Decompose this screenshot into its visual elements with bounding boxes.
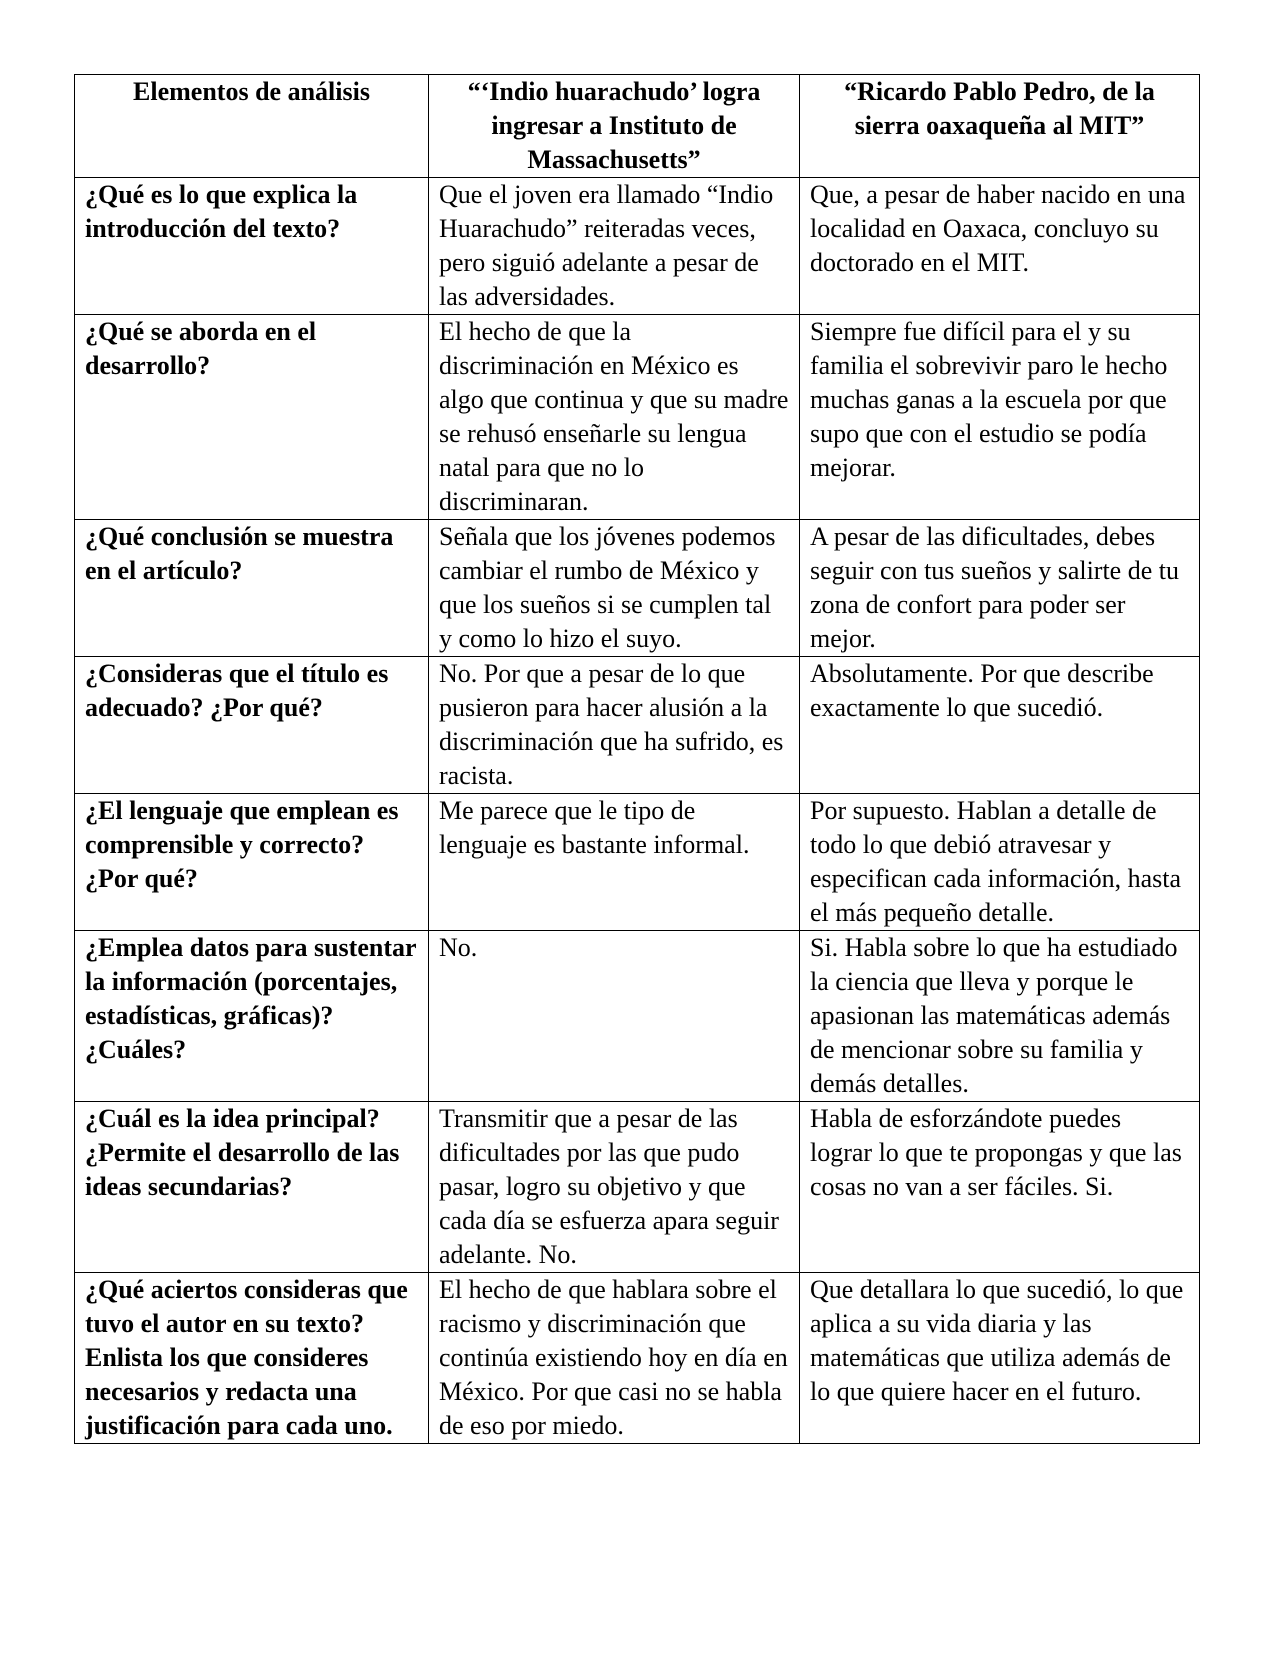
question-cell: ¿Qué es lo que explica la introducción del texto? xyxy=(75,178,429,315)
answer-cell-article-2: Que, a pesar de haber nacido en una localidad en Oaxaca, concluyo su doctorado en el MIT. xyxy=(800,178,1200,315)
table-row xyxy=(75,657,1200,794)
question-cell: ¿Qué se aborda en el desarrollo? xyxy=(75,315,429,520)
question-cell: ¿Consideras que el título es adecuado? ¿Por qué? xyxy=(75,657,429,794)
question-cell: ¿Qué conclusión se muestra en el artículo? xyxy=(75,520,429,657)
answer-cell-article-1: Señala que los jóvenes podemos cambiar el rumbo de México y que los sueños si se cumplen tal y como lo hizo el suyo. xyxy=(429,520,800,657)
answer-cell-article-2: Absolutamente. Por que describe exactamente lo que sucedió. xyxy=(800,657,1200,794)
answer-cell-article-1: Transmitir que a pesar de las dificultades por las que pudo pasar, logro su objetivo y que cada día se esfuerza apara seguir adelante. No. xyxy=(429,1102,800,1273)
header-article-1: “‘Indio huarachudo’ logra ingresar a Instituto de Massachusetts” xyxy=(429,75,800,178)
table-header-row xyxy=(75,75,1200,178)
header-article-2: “Ricardo Pablo Pedro, de la sierra oaxaqueña al MIT” xyxy=(800,75,1200,178)
analysis-table xyxy=(74,74,1200,1444)
answer-cell-article-1: No. xyxy=(429,931,800,1102)
answer-cell-article-2: Siempre fue difícil para el y su familia el sobrevivir paro le hecho muchas ganas a la escuela por que supo que con el estudio se podía mejorar. xyxy=(800,315,1200,520)
answer-cell-article-1: El hecho de que la discriminación en México es algo que continua y que su madre se rehusó enseñarle su lengua natal para que no lo discriminaran. xyxy=(429,315,800,520)
answer-cell-article-2: Que detallara lo que sucedió, lo que aplica a su vida diaria y las matemáticas que utiliza además de lo que quiere hacer en el futuro. xyxy=(800,1273,1200,1444)
answer-cell-article-1: Que el joven era llamado “Indio Huarachudo” reiteradas veces, pero siguió adelante a pesar de las adversidades. xyxy=(429,178,800,315)
question-cell: ¿Qué aciertos consideras que tuvo el autor en su texto? Enlista los que consideres necesarios y redacta una justificación para cada uno. xyxy=(75,1273,429,1444)
answer-cell-article-2: A pesar de las dificultades, debes seguir con tus sueños y salirte de tu zona de confort para poder ser mejor. xyxy=(800,520,1200,657)
question-cell: ¿Emplea datos para sustentar la información (porcentajes, estadísticas, gráficas)? ¿Cuáles? xyxy=(75,931,429,1102)
table-row xyxy=(75,315,1200,520)
table-row xyxy=(75,178,1200,315)
answer-cell-article-1: Me parece que le tipo de lenguaje es bastante informal. xyxy=(429,794,800,931)
answer-cell-article-2: Si. Habla sobre lo que ha estudiado la ciencia que lleva y porque le apasionan las matemáticas además de mencionar sobre su familia y demás detalles. xyxy=(800,931,1200,1102)
answer-cell-article-2: Por supuesto. Hablan a detalle de todo lo que debió atravesar y especifican cada información, hasta el más pequeño detalle. xyxy=(800,794,1200,931)
answer-cell-article-1: No. Por que a pesar de lo que pusieron para hacer alusión a la discriminación que ha sufrido, es racista. xyxy=(429,657,800,794)
header-elements: Elementos de análisis xyxy=(75,75,429,178)
answer-cell-article-2: Habla de esforzándote puedes lograr lo que te propongas y que las cosas no van a ser fáciles. Si. xyxy=(800,1102,1200,1273)
table-row xyxy=(75,520,1200,657)
answer-cell-article-1: El hecho de que hablara sobre el racismo y discriminación que continúa existiendo hoy en día en México. Por que casi no se habla de eso por miedo. xyxy=(429,1273,800,1444)
table-row xyxy=(75,1102,1200,1273)
question-cell: ¿El lenguaje que emplean es comprensible y correcto? ¿Por qué? xyxy=(75,794,429,931)
table-row xyxy=(75,931,1200,1102)
question-cell: ¿Cuál es la idea principal? ¿Permite el desarrollo de las ideas secundarias? xyxy=(75,1102,429,1273)
table-row xyxy=(75,794,1200,931)
table-row xyxy=(75,1273,1200,1444)
